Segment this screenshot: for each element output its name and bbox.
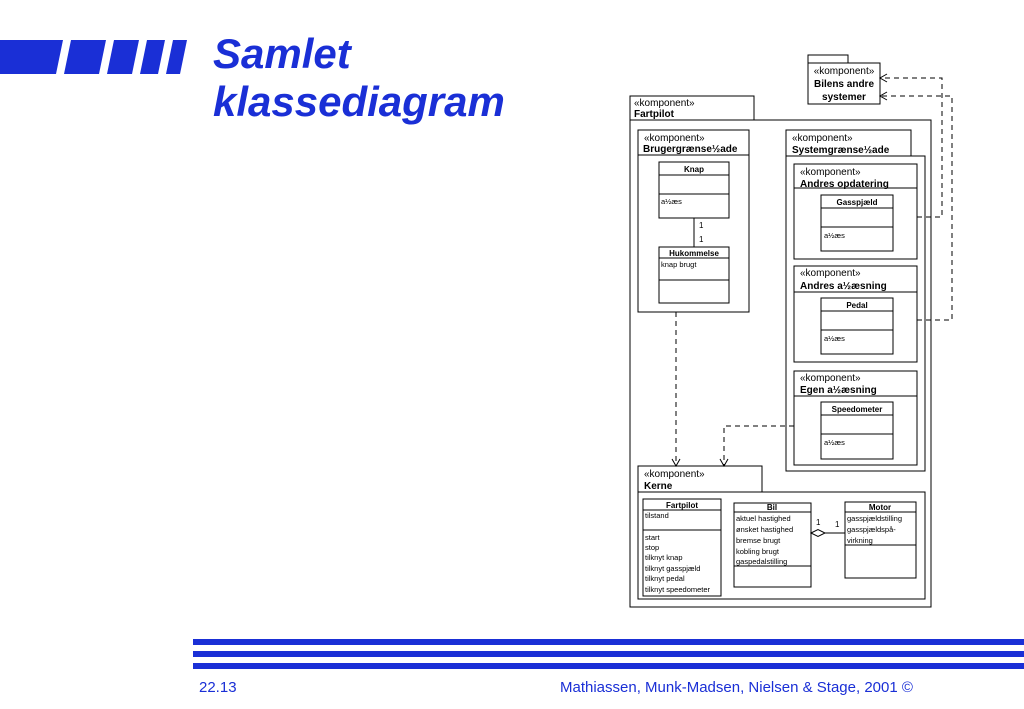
knap-name: Knap: [684, 165, 704, 174]
kerne-stereotype: «komponent»: [644, 469, 705, 480]
fartpilot-class-name: Fartpilot: [666, 501, 698, 510]
fartpilot-op-tilknyt-speedometer: tilknyt speedometer: [645, 585, 711, 594]
dependency-egen-aflaesning-kerne: [724, 426, 794, 466]
brugergraenseflade-stereotype: «komponent»: [644, 133, 705, 144]
bil-attr-aktuel-hastighed: aktuel hastighed: [736, 514, 791, 523]
fartpilot-stereotype: «komponent»: [634, 98, 695, 109]
motor-attr-gasspjaeldstilling: gasspjældstilling: [847, 514, 903, 523]
bil-class-name: Bil: [766, 503, 778, 512]
systemgraenseflade-name: Systemgrænse½ade: [792, 145, 890, 156]
fartpilot-op-stop: stop: [645, 543, 660, 552]
title-line-2: klassediagram: [213, 78, 505, 125]
fartpilot-op-start: start: [645, 533, 660, 542]
pedal-name: Pedal: [846, 301, 868, 310]
bilens-name-line1: Bilens andre: [813, 79, 875, 90]
speedometer-name: Speedometer: [831, 405, 883, 414]
pedal-operation: a½æs: [824, 334, 845, 343]
footer-rule-bottom: [193, 663, 1024, 669]
kerne-name: Kerne: [644, 481, 673, 492]
bilens-name-line2: systemer: [822, 92, 866, 103]
motor-attr-virkning: virkning: [847, 536, 873, 545]
fartpilot-op-tilknyt-gasspjaeld: tilknyt gasspjæld: [645, 564, 701, 573]
bil-attr-oensket-hastighed: ønsket hastighed: [736, 525, 794, 534]
bil-attr-gaspedalstilling: gaspedalstilling: [736, 557, 788, 566]
knap-operation: a½æs: [661, 197, 682, 206]
hukommelse-multiplicity: 1: [699, 235, 704, 244]
bil-motor-multiplicity-motor: 1: [835, 520, 840, 529]
andres-aflaesning-name: Andres a½æsning: [800, 281, 887, 292]
bil-motor-multiplicity-bil: 1: [816, 518, 821, 527]
systemgraenseflade-stereotype: «komponent»: [792, 133, 853, 144]
fartpilot-name: Fartpilot: [634, 109, 674, 120]
speedometer-operation: a½æs: [824, 438, 845, 447]
footer-rule-middle: [193, 651, 1024, 657]
hukommelse-attribute: knap brugt: [661, 260, 697, 269]
gasspjaeld-operation: a½æs: [824, 231, 845, 240]
bilens-andre-systemer-tab: [808, 55, 848, 63]
credit-line: Mathiassen, Munk-Madsen, Nielsen & Stage, 2001 ©: [560, 679, 913, 696]
andres-aflaesning-stereotype: «komponent»: [800, 268, 861, 279]
fartpilot-class-attribute: tilstand: [645, 511, 669, 520]
knap-multiplicity: 1: [699, 221, 704, 230]
motor-attr-gasspjaeldspaa: gasspjældspå-: [847, 525, 896, 534]
egen-aflaesning-name: Egen a½æsning: [800, 385, 877, 396]
hukommelse-name: Hukommelse: [669, 249, 719, 258]
page-number: 22.13: [199, 679, 237, 696]
fartpilot-op-tilknyt-knap: tilknyt knap: [645, 553, 683, 562]
footer-rule-top: [193, 639, 1024, 645]
andres-opdatering-name: Andres opdatering: [800, 179, 889, 190]
bil-attr-bremse-brugt: bremse brugt: [736, 536, 781, 545]
aggregation-diamond-icon: [811, 530, 825, 537]
motor-class-name: Motor: [868, 503, 892, 512]
fartpilot-op-tilknyt-pedal: tilknyt pedal: [645, 574, 685, 583]
gasspjaeld-name: Gasspjæld: [836, 198, 878, 207]
andres-opdatering-stereotype: «komponent»: [800, 167, 861, 178]
brugergraenseflade-name: Brugergrænse½ade: [643, 144, 738, 155]
bilens-stereotype: «komponent»: [813, 66, 875, 77]
title-line-1: Samlet: [213, 30, 351, 77]
bil-attr-kobling-brugt: kobling brugt: [736, 547, 779, 556]
egen-aflaesning-stereotype: «komponent»: [800, 373, 861, 384]
